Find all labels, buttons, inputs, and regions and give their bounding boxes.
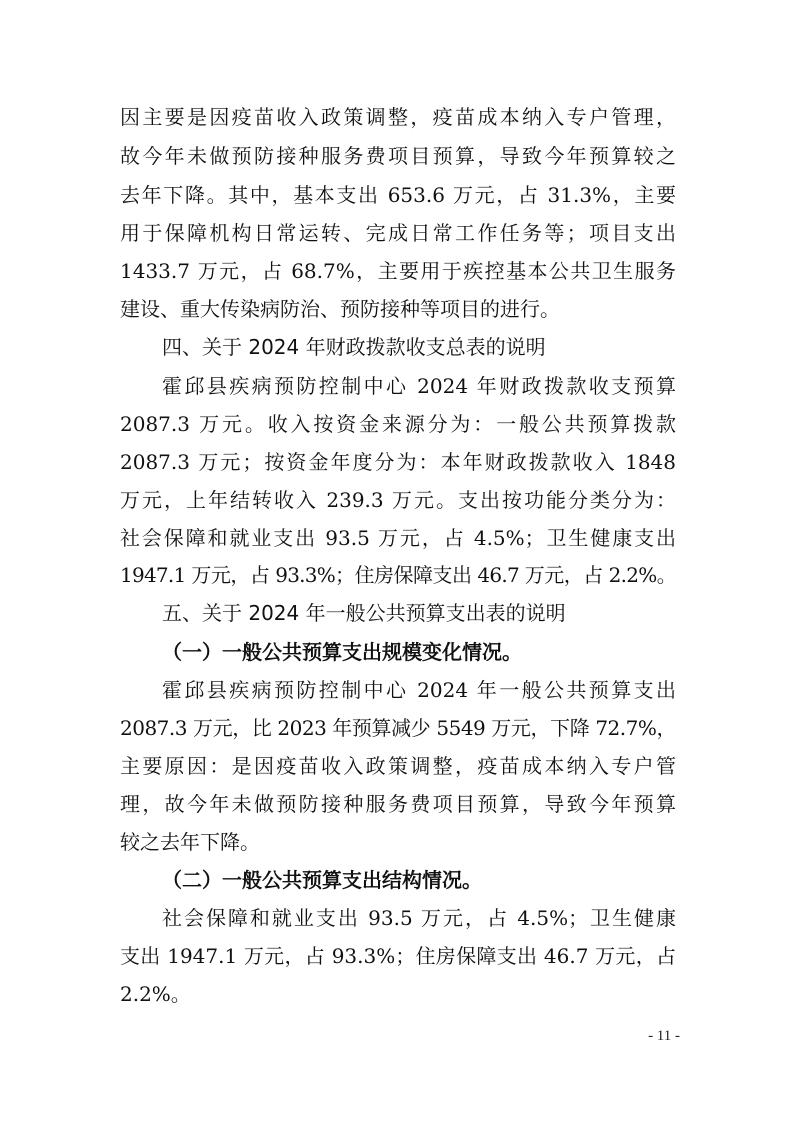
section-heading: 四、关于 2024 年财政拨款收支总表的说明 xyxy=(162,335,546,359)
paragraph-line: 支出 1947.1 万元，占 93.3%；住房保障支出 46.7 万元，占 xyxy=(120,944,676,968)
paragraph-line: 1947.1 万元，占 93.3%；住房保障支出 46.7 万元，占 2.2%。 xyxy=(120,563,676,587)
paragraph-line: 社会保障和就业支出 93.5 万元，占 4.5%；卫生健康 xyxy=(162,906,676,930)
paragraph-line: 主要原因：是因疫苗收入政策调整，疫苗成本纳入专户管 xyxy=(120,754,676,778)
paragraph-line: 去年下降。其中，基本支出 653.6 万元，占 31.3%，主要 xyxy=(120,183,676,207)
paragraph-line: 建设、重大传染病防治、预防接种等项目的进行。 xyxy=(120,297,560,321)
paragraph-line: 社会保障和就业支出 93.5 万元，占 4.5%；卫生健康支出 xyxy=(120,526,676,550)
paragraph-line: 2087.3 万元。收入按资金来源分为：一般公共预算拨款 xyxy=(120,412,676,436)
paragraph-line: 故今年未做预防接种服务费项目预算，导致今年预算较之 xyxy=(120,144,676,168)
paragraph-line: 霍邱县疾病预防控制中心 2024 年财政拨款收支预算 xyxy=(162,374,676,398)
paragraph-line: 2.2%。 xyxy=(120,982,191,1006)
section-heading: 五、关于 2024 年一般公共预算支出表的说明 xyxy=(162,601,566,625)
paragraph-line: 用于保障机构日常运转、完成日常工作任务等；项目支出 xyxy=(120,221,676,245)
paragraph-line: 因主要是因疫苗收入政策调整，疫苗成本纳入专户管理， xyxy=(120,105,676,129)
subsection-heading: （一）一般公共预算支出规模变化情况。 xyxy=(162,640,522,664)
paragraph-line: 理，故今年未做预防接种服务费项目预算，导致今年预算 xyxy=(120,792,676,816)
paragraph-line: 2087.3 万元；按资金年度分为：本年财政拨款收入 1848 xyxy=(120,450,676,474)
paragraph-line: 万元，上年结转收入 239.3 万元。支出按功能分类分为： xyxy=(120,488,676,512)
subsection-heading: （二）一般公共预算支出结构情况。 xyxy=(162,868,482,892)
paragraph-line: 较之去年下降。 xyxy=(120,830,260,854)
paragraph-line: 2087.3 万元，比 2023 年预算减少 5549 万元，下降 72.7%， xyxy=(120,716,676,740)
page-number: - 11 - xyxy=(648,1028,680,1044)
paragraph-line: 1433.7 万元，占 68.7%，主要用于疾控基本公共卫生服务 xyxy=(120,259,676,283)
paragraph-line: 霍邱县疾病预防控制中心 2024 年一般公共预算支出 xyxy=(162,678,676,702)
